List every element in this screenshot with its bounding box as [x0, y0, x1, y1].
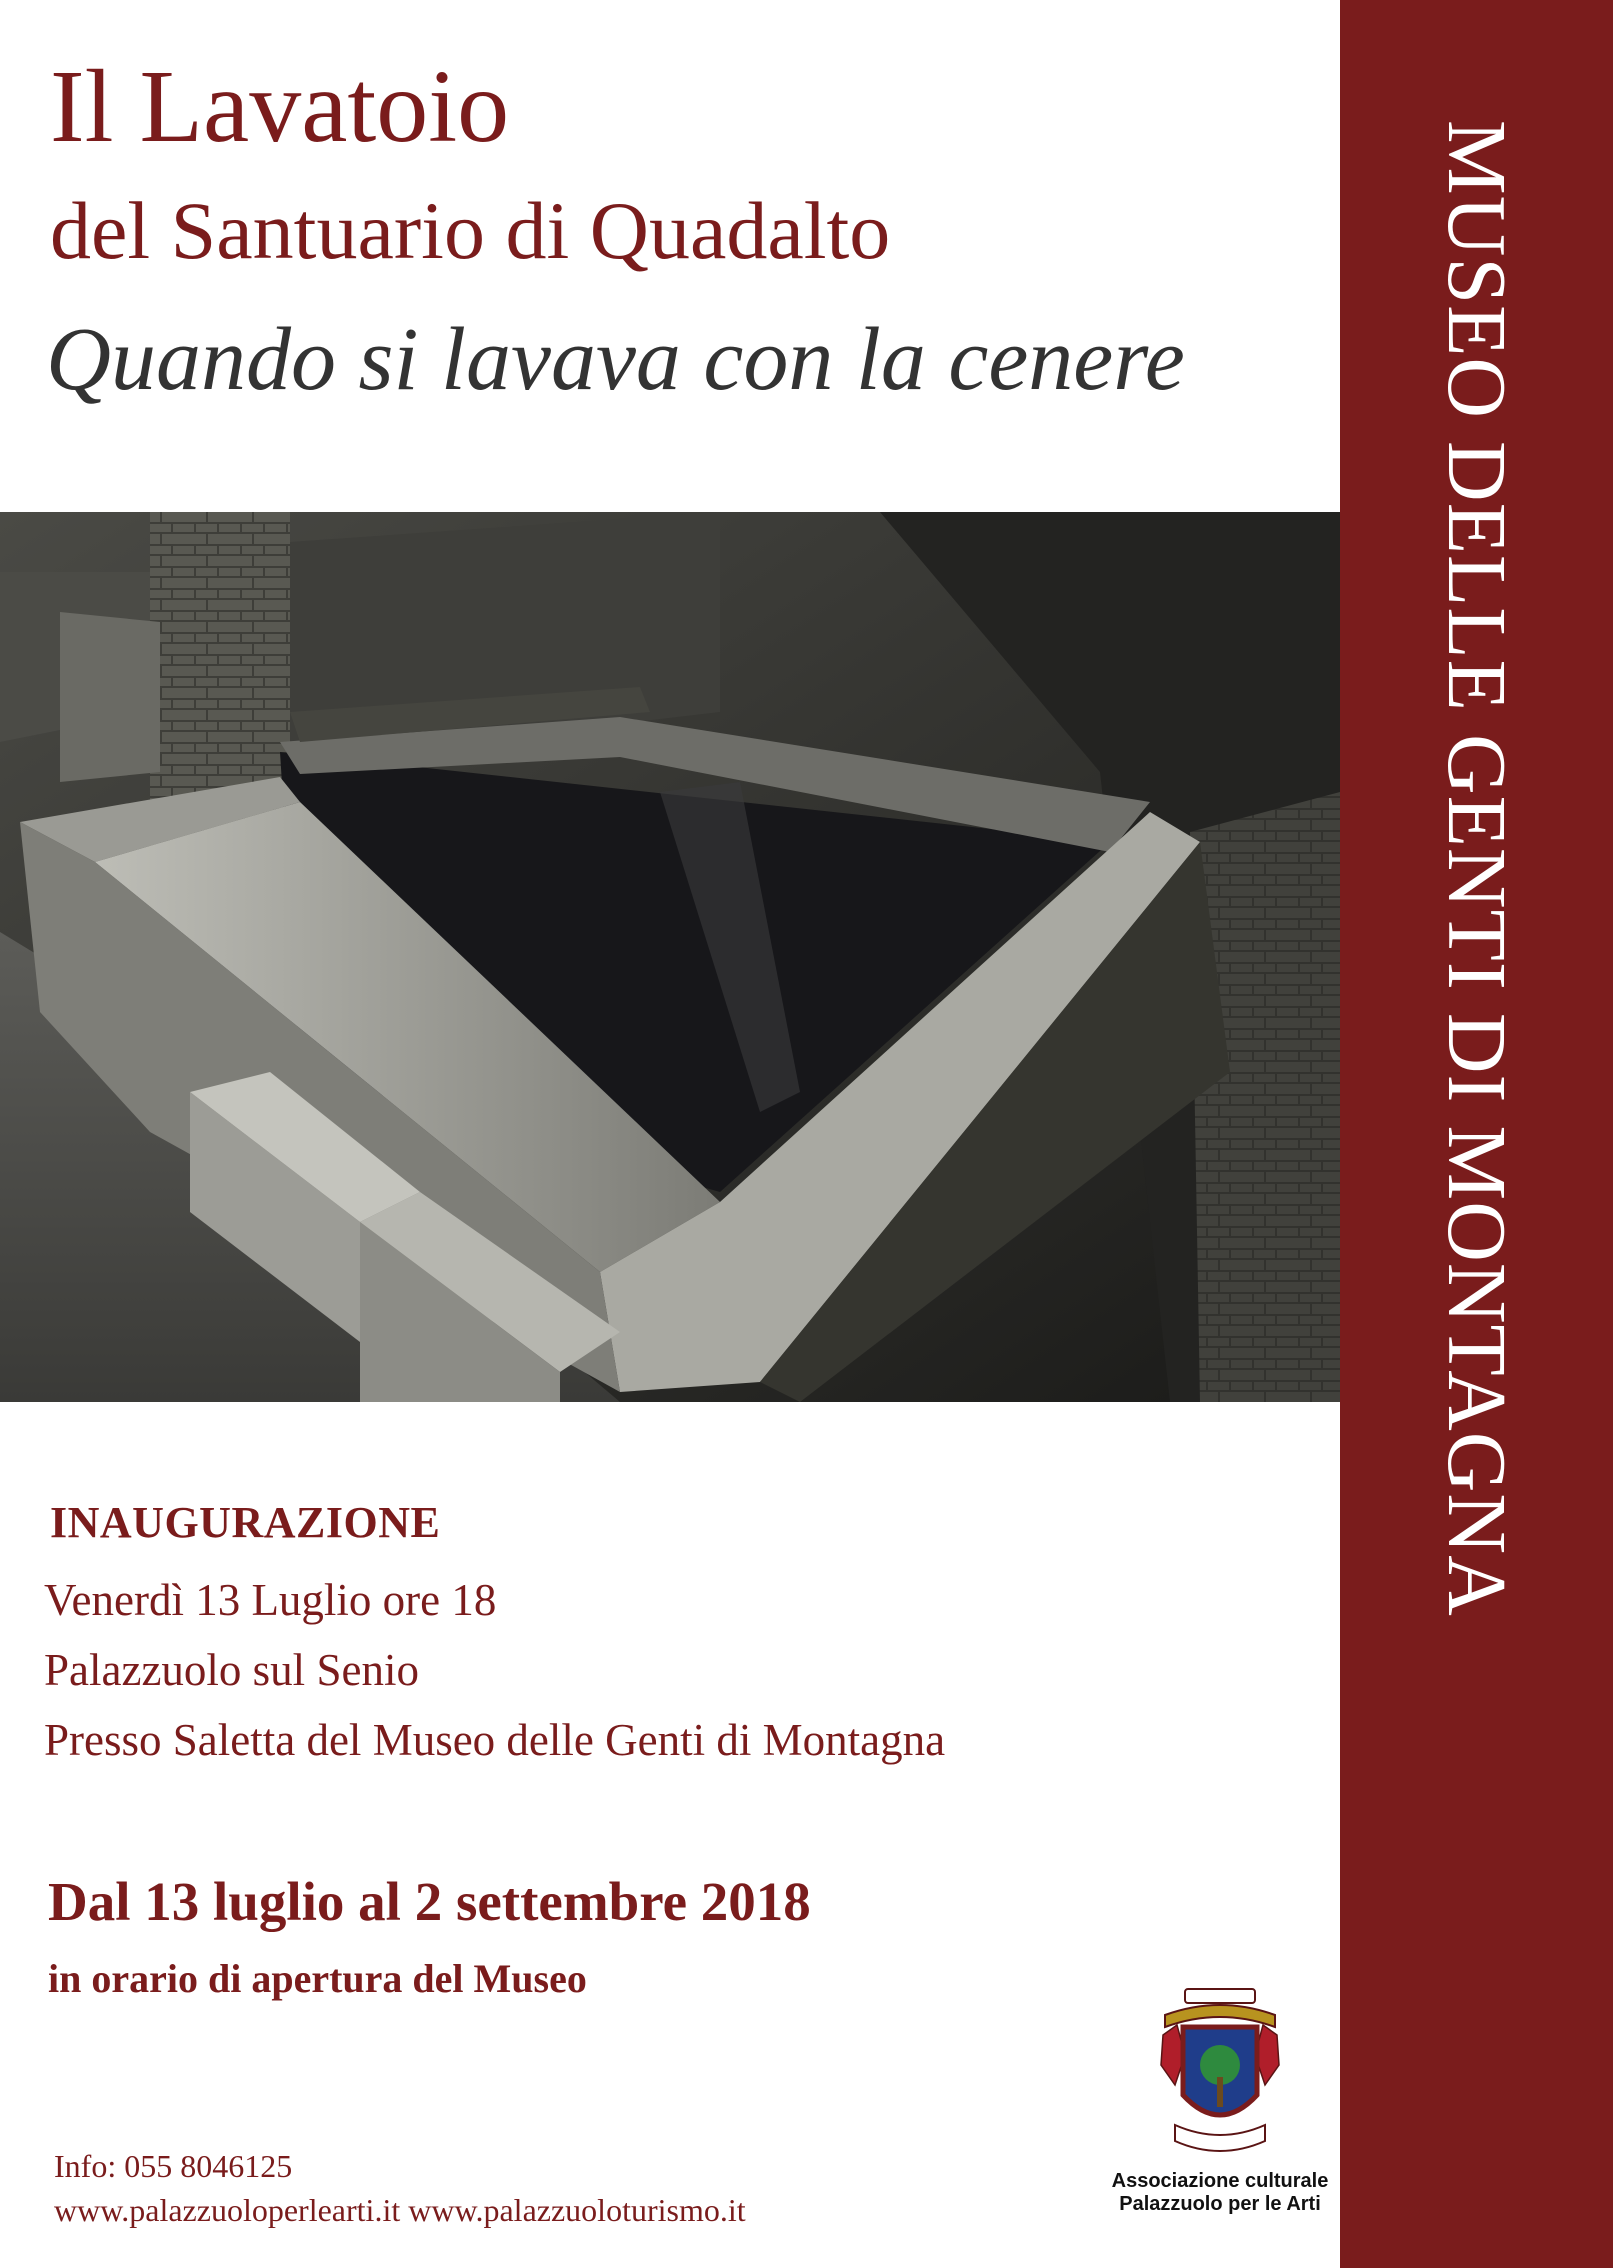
- association-line1: Associazione culturale: [1111, 2170, 1329, 2192]
- exhibition-dates: Dal 13 luglio al 2 settembre 2018: [48, 1871, 811, 1932]
- title-secondary: del Santuario di Quadalto: [50, 185, 891, 276]
- inauguration-heading: INAUGURAZIONE: [50, 1498, 441, 1547]
- opening-hours: in orario di apertura del Museo: [48, 1956, 587, 2001]
- lavatoio-photo: [0, 512, 1340, 1402]
- association-name: [1085, 2170, 1355, 2216]
- title-main: Il Lavatoio: [50, 49, 510, 164]
- event-town: Palazzuolo sul Senio: [44, 1645, 419, 1695]
- event-date: Venerdì 13 Luglio ore 18: [44, 1575, 497, 1625]
- contact-phone: Info: 055 8046125: [54, 2148, 293, 2184]
- sidebar-museum-name: MUSEO DELLE GENTI DI MONTAGNA: [1430, 120, 1523, 1617]
- association-crest-logo: [1155, 1985, 1285, 2165]
- subtitle: Quando si lavava con la cenere: [46, 310, 1185, 409]
- event-venue: Presso Saletta del Museo delle Genti di Montagna: [44, 1715, 946, 1765]
- association-line2: Palazzuolo per le Arti: [1119, 2193, 1321, 2215]
- contact-websites[interactable]: www.palazzuoloperlearti.it www.palazzuoloturismo.it: [54, 2192, 746, 2228]
